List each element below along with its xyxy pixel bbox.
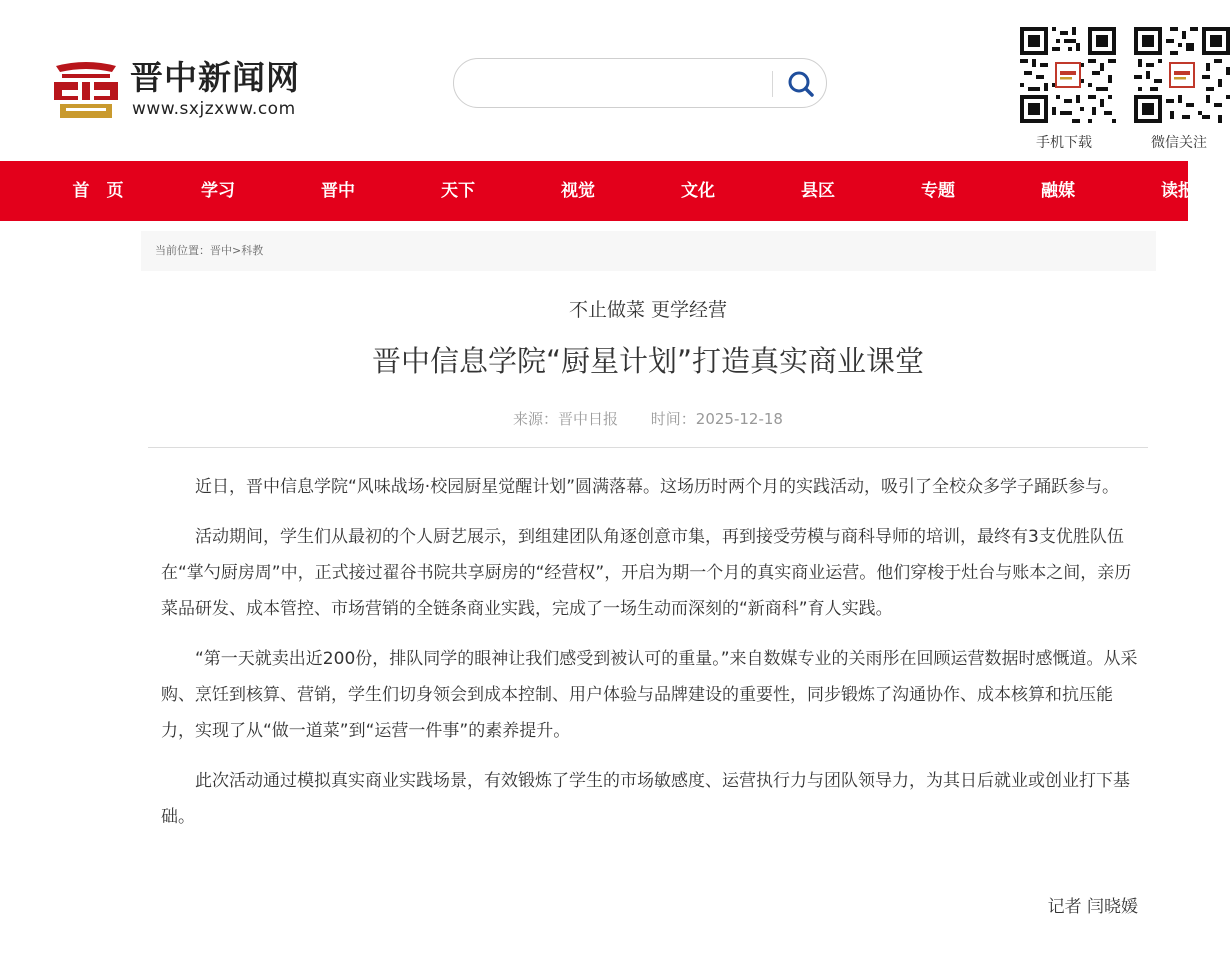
- search-input[interactable]: [472, 69, 766, 99]
- nav-item-jinzhong[interactable]: 晋中: [321, 181, 355, 201]
- main-nav: [0, 161, 1195, 221]
- article-source: 来源：晋中日报: [513, 410, 619, 428]
- site-logo[interactable]: [48, 58, 318, 122]
- nav-item-home[interactable]: 首 页: [72, 181, 124, 201]
- search-button[interactable]: [784, 67, 818, 101]
- qr-label-app-download: 手机下载: [1036, 135, 1092, 151]
- site-header: [0, 0, 1207, 161]
- article-paragraph: 此次活动通过模拟真实商业实践场景，有效锻炼了学生的市场敏感度、运营执行力与团队领导力，为其日后就业或创业打下基础。: [161, 771, 1130, 827]
- qr-label-wechat: 微信关注: [1151, 135, 1207, 151]
- qr-code-app-download[interactable]: [1020, 27, 1116, 123]
- article-paragraph: 近日，晋中信息学院“风味战场·校园厨星觉醒计划”圆满落幕。这场历时两个月的实践活动，吸引了全校众多学子踊跃参与。: [195, 477, 1120, 497]
- qr-code-icon: [1020, 27, 1116, 123]
- nav-item-study[interactable]: 学习: [201, 181, 235, 201]
- site-name: 晋中新闻网: [130, 58, 300, 97]
- article-body: [161, 469, 1138, 849]
- search-icon: [784, 67, 818, 101]
- title-divider: [148, 447, 1148, 448]
- search-divider: [772, 71, 773, 97]
- nav-item-media[interactable]: 融媒: [1041, 181, 1075, 201]
- breadcrumb-link-jinzhong[interactable]: 晋中: [210, 244, 232, 257]
- breadcrumb-prefix: 当前位置：: [155, 244, 210, 257]
- nav-item-counties[interactable]: 县区: [801, 181, 835, 201]
- nav-item-newspaper[interactable]: 读报: [1161, 181, 1195, 201]
- nav-item-culture[interactable]: 文化: [681, 181, 715, 201]
- article-meta: [148, 407, 1148, 431]
- nav-item-visual[interactable]: 视觉: [561, 181, 595, 201]
- qr-code-icon: [1134, 27, 1230, 123]
- article-author: 记者 闫晓媛: [1047, 897, 1138, 917]
- article-subtitle: 不止做菜 更学经营: [568, 299, 728, 321]
- article-paragraph: “第一天就卖出近200份，排队同学的眼神让我们感受到被认可的重量。”来自数媒专业的关雨彤在回顾运营数据时感慨道。从采购、烹饪到核算、营销，学生们切身领会到成本控制、用户体验与品牌建设的重要性，同步锻炼了沟通协作、成本核算和抗压能力，实现了从“做一道菜”到“运营一件事”的素养提升。: [161, 649, 1138, 741]
- nav-item-world[interactable]: 天下: [441, 181, 475, 201]
- breadcrumb: [141, 231, 1156, 271]
- search-box: [453, 58, 827, 108]
- breadcrumb-link-current[interactable]: 科教: [241, 244, 264, 257]
- article-paragraph: 活动期间，学生们从最初的个人厨艺展示，到组建团队角逐创意市集，再到接受劳模与商科导师的培训，最终有3支优胜队伍在“掌勺厨房周”中，正式接过翟谷书院共享厨房的“经营权”，开启为期一个月的真实商业运营。他们穿梭于灶台与账本之间，亲历菜品研发、成本管控、市场营销的全链条商业实践，完成了一场生动而深刻的“新商科”育人实践。: [161, 527, 1132, 619]
- nav-item-topics[interactable]: 专题: [921, 181, 955, 201]
- article-date: 时间：2025-12-18: [650, 410, 783, 428]
- breadcrumb-separator: >: [232, 244, 242, 257]
- article-title: 晋中信息学院“厨星计划”打造真实商业课堂: [371, 344, 925, 378]
- qr-code-wechat[interactable]: [1134, 27, 1230, 123]
- site-url: www.sxjzxww.com: [132, 99, 296, 119]
- logo-emblem-icon: [48, 60, 124, 120]
